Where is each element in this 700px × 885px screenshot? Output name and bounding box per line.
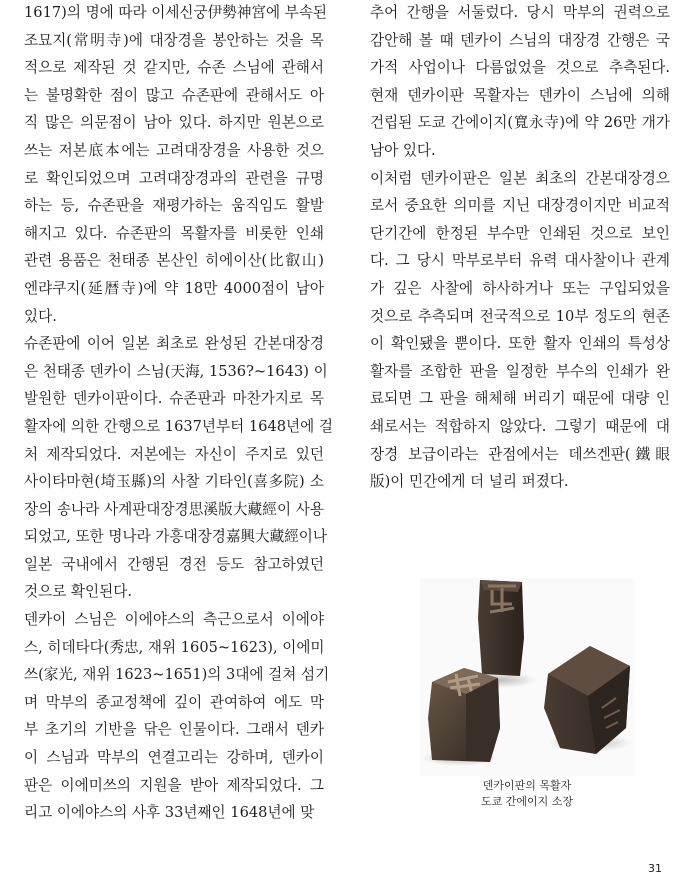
text-line: 활자에 의한 간행으로 1637년부터 1648년에 걸 <box>24 417 333 435</box>
text-line: 단기간에 한정된 부수만 인쇄된 것으로 보인 <box>370 224 670 242</box>
wooden-type-photo <box>420 578 634 776</box>
text-line: 다. 그 당시 막부로부터 유력 대사찰이나 관계 <box>370 252 670 270</box>
text-line: 로 확인되었으며 고려대장경과의 관련을 규명 <box>24 169 324 187</box>
text-line: 적으로 제작된 것 같지만, 슈존 스님에 관해서 <box>24 59 324 77</box>
text-line: 부 초기의 기반을 닦은 인물이다. 그래서 덴카 <box>24 721 324 739</box>
paragraph <box>370 165 670 496</box>
text-line: 해지고 있다. 슈존판의 목활자를 비롯한 인쇄 <box>24 224 324 242</box>
text-line: 1617)의 명에 따라 이세신궁伊勢神宮에 부속된 <box>24 4 328 21</box>
text-line: 발원한 덴카이판이다. 슈존판과 마찬가지로 목 <box>24 390 324 408</box>
text-line: 활자를 조합한 판을 일정한 부수의 인쇄가 완 <box>370 362 670 380</box>
figure-caption-line2: 도쿄 간에이지 소장 <box>480 795 573 808</box>
text-line: 는 불명확한 점이 많고 슈존판에 관해서도 아 <box>24 86 324 104</box>
text-line: 가적 사업이나 다름없었을 것으로 추측된다. <box>370 59 670 77</box>
text-line: 사이타마현(埼玉縣)의 사찰 기타인(喜多院) 소 <box>24 473 324 491</box>
text-line: 슈존판에 이어 일본 최초로 완성된 간본대장경 <box>24 335 324 353</box>
text-line: 현재 덴카이판 목활자는 덴카이 스님에 의해 <box>370 86 670 104</box>
text-line: 조묘지(常明寺)에 대장경을 봉안하는 것을 목 <box>24 31 324 49</box>
text-line: 장의 송나라 사계판대장경思溪版大藏經이 사용 <box>24 500 324 518</box>
right-text-column <box>370 0 670 496</box>
paragraph <box>370 0 670 165</box>
text-line: 이 확인됐을 뿐이다. 또한 활자 인쇄의 특성상 <box>370 335 670 353</box>
paragraph <box>24 606 330 827</box>
text-line: 처 제작되었다. 저본에는 자신이 주지로 있던 <box>24 445 324 463</box>
paragraph <box>24 330 333 606</box>
text-line: 일본 국내에서 간행된 경전 등도 참고하였던 <box>24 555 324 573</box>
text-line: 건립된 도쿄 간에이지(寬永寺)에 약 26만 개가 <box>370 114 670 132</box>
wooden-type-illustration <box>420 578 634 776</box>
text-line: 이처럼 덴카이판은 일본 최초의 간본대장경으 <box>370 169 670 187</box>
text-line: 리고 이에야스의 사후 33년째인 1648년에 맞 <box>24 804 315 822</box>
text-line: 쓰(家光, 재위 1623~1651)의 3대에 걸쳐 섬기 <box>24 666 330 684</box>
text-line: 며 막부의 종교정책에 깊이 관여하여 에도 막 <box>24 693 324 711</box>
text-line: 남아 있다. <box>370 141 436 159</box>
text-line: 가 깊은 사찰에 하사하거나 또는 구입되었을 <box>370 279 670 297</box>
text-line: 이 스님과 막부의 연결고리는 강하며, 덴카이 <box>24 749 324 767</box>
text-line: 것으로 추측되며 전국적으로 10부 정도의 현존 <box>370 307 670 325</box>
text-line: 로서 중요한 의미를 지닌 대장경이지만 비교적 <box>370 197 670 215</box>
text-line: 쓰는 저본底本에는 고려대장경을 사용한 것으 <box>24 141 324 159</box>
page-number: 31 <box>648 862 662 875</box>
text-line: 덴카이 스님은 이에야스의 측근으로서 이에야 <box>24 611 324 629</box>
text-line: 관련 용품은 천태종 본산인 히에이산(比叡山) <box>24 252 324 270</box>
figure-caption-line1: 덴카이판의 목활자 <box>482 779 572 792</box>
text-line: 것으로 확인된다. <box>24 583 132 601</box>
text-line: 쇄로서는 적합하지 않았다. 그렇기 때문에 대 <box>370 417 670 435</box>
text-line: 엔랴쿠지(延暦寺)에 약 18만 4000점이 남아 <box>24 279 324 297</box>
text-line: 있다. <box>24 307 57 325</box>
text-line: 하는 등, 슈존판을 재평가하는 움직임도 활발 <box>24 197 324 215</box>
text-line: 은 천태종 덴카이 스님(天海, 1536?~1643) 이 <box>24 362 328 380</box>
text-line: 스, 히데타다(秀忠, 재위 1605~1623), 이에미 <box>24 638 325 656</box>
text-line: 추어 간행을 서둘렀다. 당시 막부의 권력으로 <box>370 4 670 21</box>
text-line: 장경 보급이라는 관점에서는 데쓰겐판(鐵眼 <box>370 445 670 463</box>
paragraph <box>24 0 328 330</box>
text-line: 되었고, 또한 명나라 가흥대장경嘉興大藏經이나 <box>24 528 327 546</box>
text-line: 감안해 볼 때 덴카이 스님의 대장경 간행은 국 <box>370 31 670 49</box>
text-line: 료되면 그 판을 해체해 버리기 때문에 대량 인 <box>370 390 670 408</box>
left-text-column <box>24 0 333 827</box>
text-line: 판은 이에미쓰의 지원을 받아 제작되었다. 그 <box>24 776 324 794</box>
text-line: 직 많은 의문점이 남아 있다. 하지만 원본으로 <box>24 114 324 132</box>
text-line: 版)이 민간에게 더 널리 퍼졌다. <box>370 473 569 491</box>
